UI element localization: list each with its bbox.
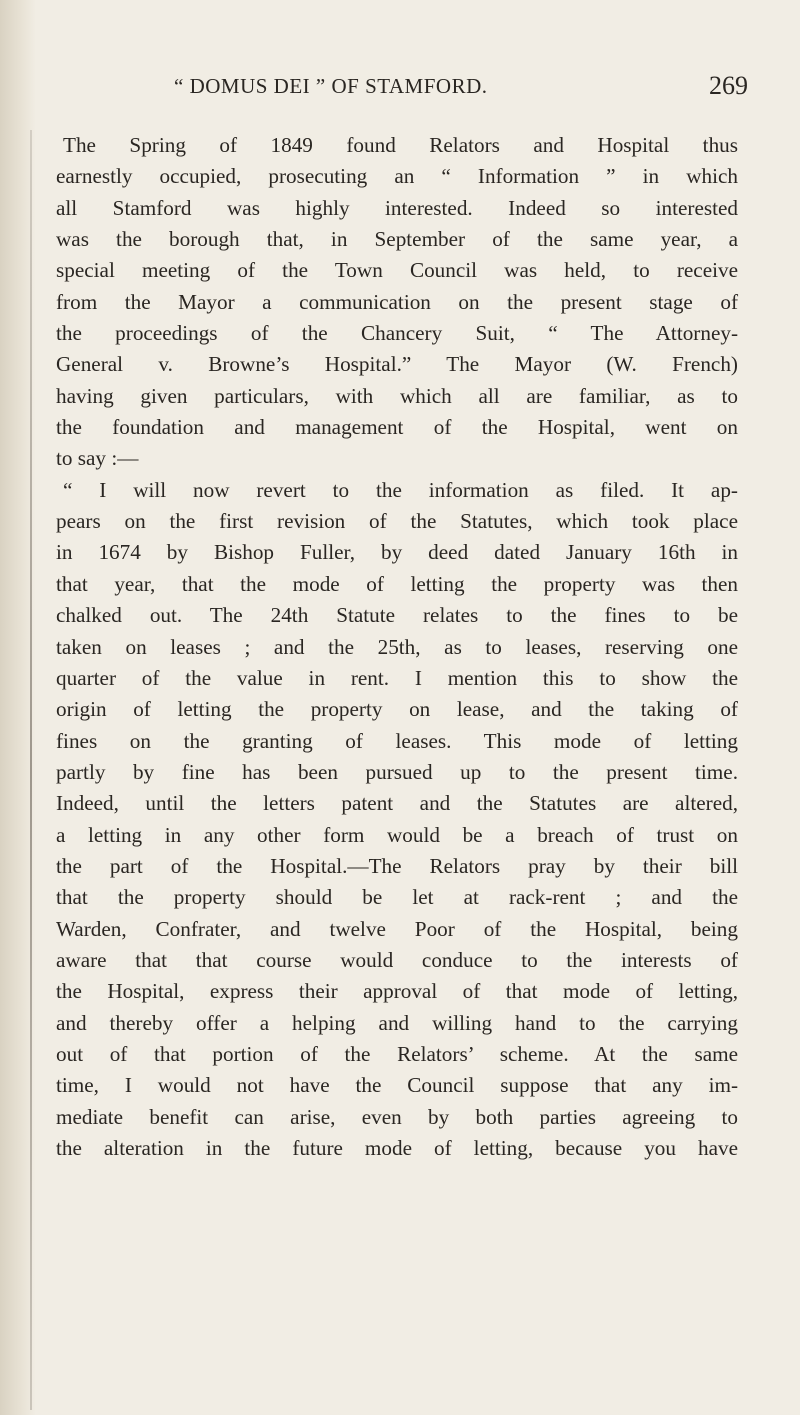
- text-line: in 1674 by Bishop Fuller, by deed dated January 16th in: [56, 540, 738, 565]
- text-line: mediate benefit can arise, even by both parties agreeing to: [56, 1104, 738, 1129]
- text-line: The Spring of 1849 found Relators and Hospital thus: [63, 133, 738, 157]
- text-line: chalked out. The 24th Statute relates to the fines to be: [56, 603, 738, 628]
- text-line: that the property should be let at rack-rent ; and the: [56, 885, 738, 910]
- text-line: the part of the Hospital.—The Relators pray by their bill: [56, 853, 738, 878]
- text-line: earnestly occupied, prosecuting an “ Information ” in which: [56, 164, 738, 189]
- text-line: the proceedings of the Chancery Suit, “ The Attorney-: [56, 321, 738, 346]
- text-line: the foundation and management of the Hospital, went on: [56, 415, 738, 440]
- text-line: taken on leases ; and the 25th, as to leases, reserving one: [56, 634, 738, 659]
- running-title: “ DOMUS DEI ” OF STAMFORD.: [174, 74, 488, 98]
- text-line: aware that that course would conduce to the interests of: [56, 947, 738, 972]
- text-line: to say :—: [56, 446, 139, 471]
- text-line: General v. Browne’s Hospital.” The Mayor (W. French): [56, 352, 738, 377]
- text-line: Warden, Confrater, and twelve Poor of the Hospital, being: [56, 916, 738, 941]
- body-text: [56, 130, 738, 1164]
- text-line: Indeed, until the letters patent and the Statutes are altered,: [56, 791, 738, 816]
- text-line: a letting in any other form would be a breach of trust on: [56, 822, 738, 847]
- text-line: that year, that the mode of letting the property was then: [56, 571, 738, 596]
- text-line: out of that portion of the Relators’ scheme. At the same: [56, 1041, 738, 1066]
- text-line: the Hospital, express their approval of that mode of letting,: [56, 979, 738, 1004]
- binding-edge: [30, 130, 32, 1410]
- text-line: was the borough that, in September of the same year, a: [56, 227, 738, 252]
- text-line: time, I would not have the Council suppose that any im-: [56, 1073, 738, 1098]
- text-line: “ I will now revert to the information as filed. It ap-: [63, 477, 738, 502]
- text-line: origin of letting the property on lease, and the taking of: [56, 697, 738, 722]
- text-line: having given particulars, with which all are familiar, as to: [56, 383, 738, 408]
- text-line: from the Mayor a communication on the present stage of: [56, 289, 738, 314]
- text-line: fines on the granting of leases. This mode of letting: [56, 728, 738, 753]
- text-line: special meeting of the Town Council was held, to receive: [56, 258, 738, 283]
- page-number: 269: [709, 71, 748, 100]
- text-line: quarter of the value in rent. I mention this to show the: [56, 665, 738, 690]
- text-line: pears on the first revision of the Statutes, which took place: [56, 509, 738, 534]
- text-line: all Stamford was highly interested. Indeed so interested: [56, 195, 738, 220]
- text-line: and thereby offer a helping and willing hand to the carrying: [56, 1010, 738, 1035]
- text-line: partly by fine has been pursued up to the present time.: [56, 759, 738, 784]
- text-line: the alteration in the future mode of letting, because you have: [56, 1136, 738, 1160]
- running-head: [174, 71, 748, 104]
